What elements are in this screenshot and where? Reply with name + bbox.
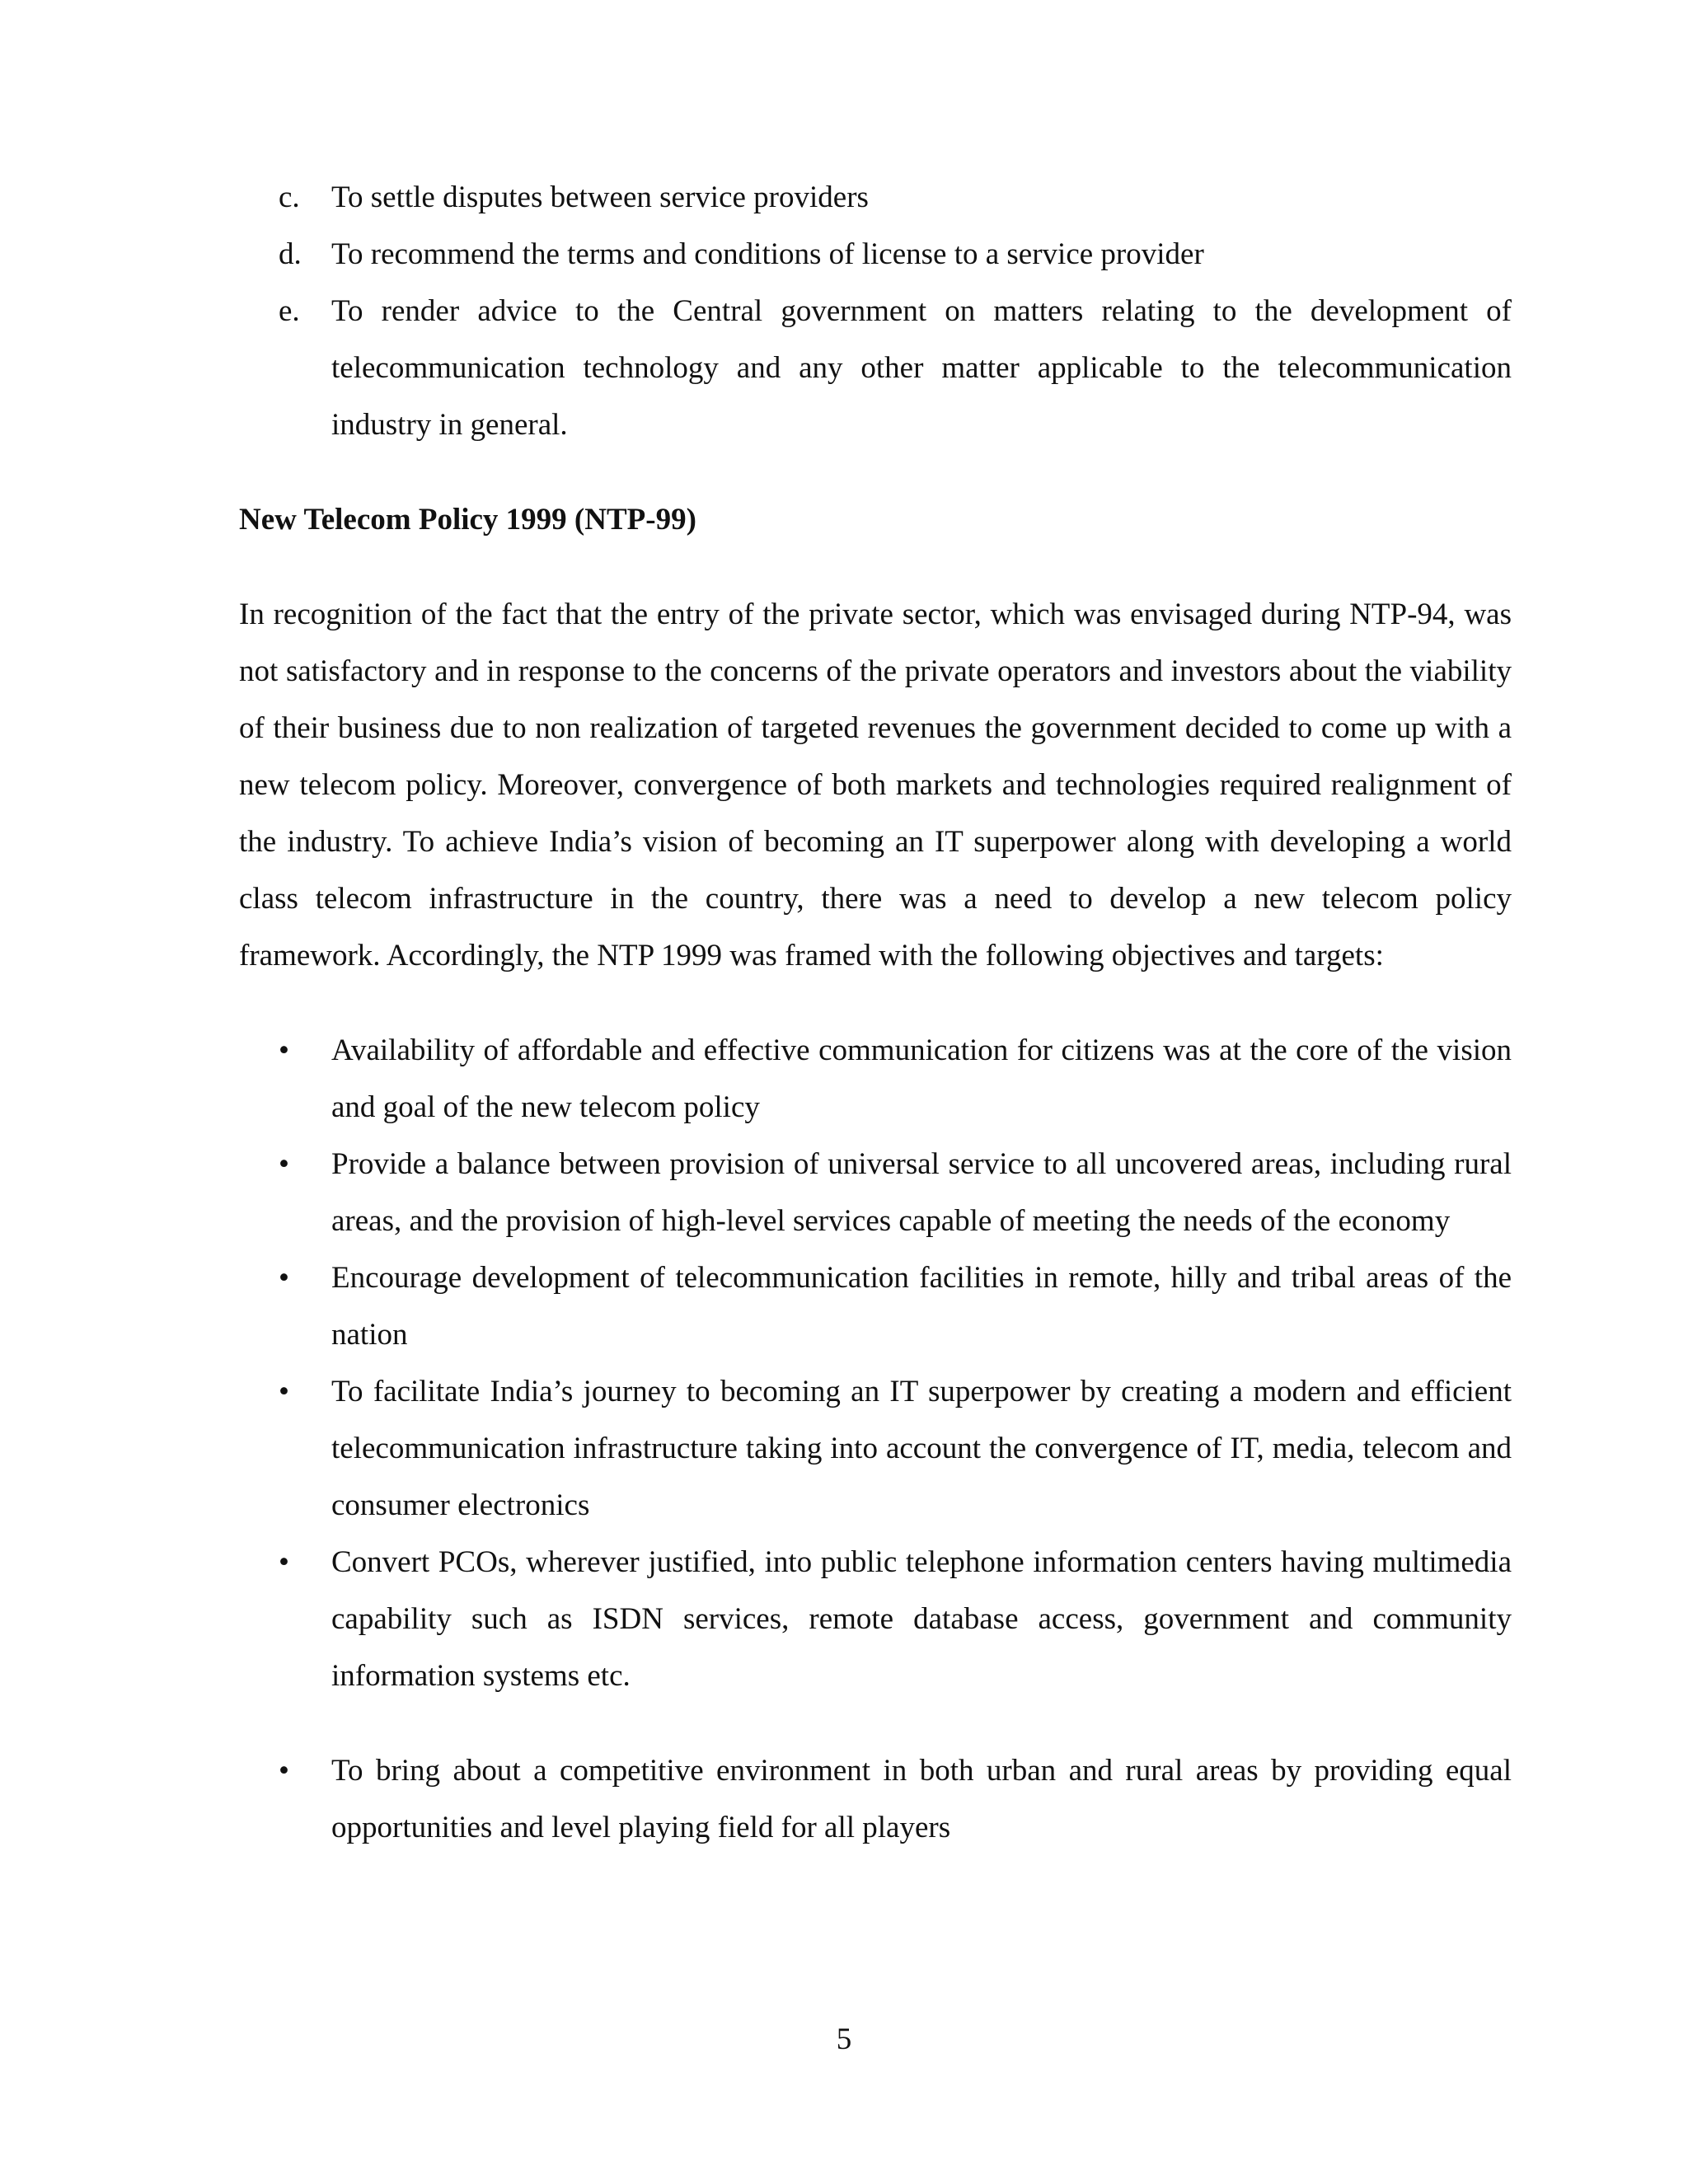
list-item: [239, 169, 1512, 226]
list-marker: c.: [279, 180, 300, 214]
list-marker: e.: [279, 294, 300, 328]
list-item: [239, 1534, 1512, 1704]
list-item: [239, 1363, 1512, 1534]
list-item: [239, 1136, 1512, 1249]
list-item: [239, 283, 1512, 453]
list-item: [239, 1249, 1512, 1363]
bullet-icon: •: [279, 1033, 289, 1067]
list-marker: d.: [279, 237, 302, 271]
list-item-text: Encourage development of telecommunication facilities in remote, hilly and tribal areas of the nation: [331, 1261, 1512, 1352]
list-item-text: Provide a balance between provision of universal service to all uncovered areas, including rural areas, and the provision of high-level services capable of meeting the needs of the economy: [331, 1147, 1512, 1238]
bullet-icon: •: [279, 1375, 289, 1408]
list-item-text: Availability of affordable and effective communication for citizens was at the core of the vision and goal of the new telecom policy: [331, 1033, 1512, 1124]
page-number: 5: [836, 2022, 852, 2056]
document-page: [239, 169, 1512, 1856]
list-item-text: To facilitate India’s journey to becoming an IT superpower by creating a modern and efficient telecommunication infrastructure taking into account the convergence of IT, media, telecom and consumer electronics: [331, 1375, 1512, 1522]
bullet-icon: •: [279, 1754, 289, 1788]
list-item: [239, 1022, 1512, 1136]
bullet-icon: •: [279, 1147, 289, 1181]
bullet-icon: •: [279, 1545, 289, 1579]
list-item: [239, 226, 1512, 283]
lettered-list: [239, 169, 1512, 453]
list-item-text: To render advice to the Central government on matters relating to the development of telecommunication technology and any other matter applicable to the telecommunication industry in general.: [331, 294, 1512, 442]
section-heading: New Telecom Policy 1999 (NTP-99): [239, 503, 696, 537]
list-item: [239, 1742, 1512, 1856]
list-item-text: Convert PCOs, wherever justified, into public telephone information centers having multimedia capability such as ISDN services, remote database access, government and community information systems etc.: [331, 1545, 1512, 1693]
objectives-list: [239, 1022, 1512, 1856]
list-item-text: To settle disputes between service providers: [331, 180, 869, 214]
list-item-text: To recommend the terms and conditions of license to a service provider: [331, 237, 1204, 271]
section-paragraph: In recognition of the fact that the entry of the private sector, which was envisaged during NTP-94, was not satisfactory and in response to the concerns of the private operators and investors about the viability of their business due to non realization of targeted revenues the government decided to come up with a new telecom policy. Moreover, convergence of both markets and technologies required realignment of the industry. To achieve India’s vision of becoming an IT superpower along with developing a world class telecom infrastructure in the country, there was a need to develop a new telecom policy framework. Accordingly, the NTP 1999 was framed with the following objectives and targets:: [239, 598, 1512, 972]
bullet-icon: •: [279, 1261, 289, 1295]
list-item-text: To bring about a competitive environment in both urban and rural areas by providing equal opportunities and level playing field for all players: [331, 1754, 1512, 1844]
